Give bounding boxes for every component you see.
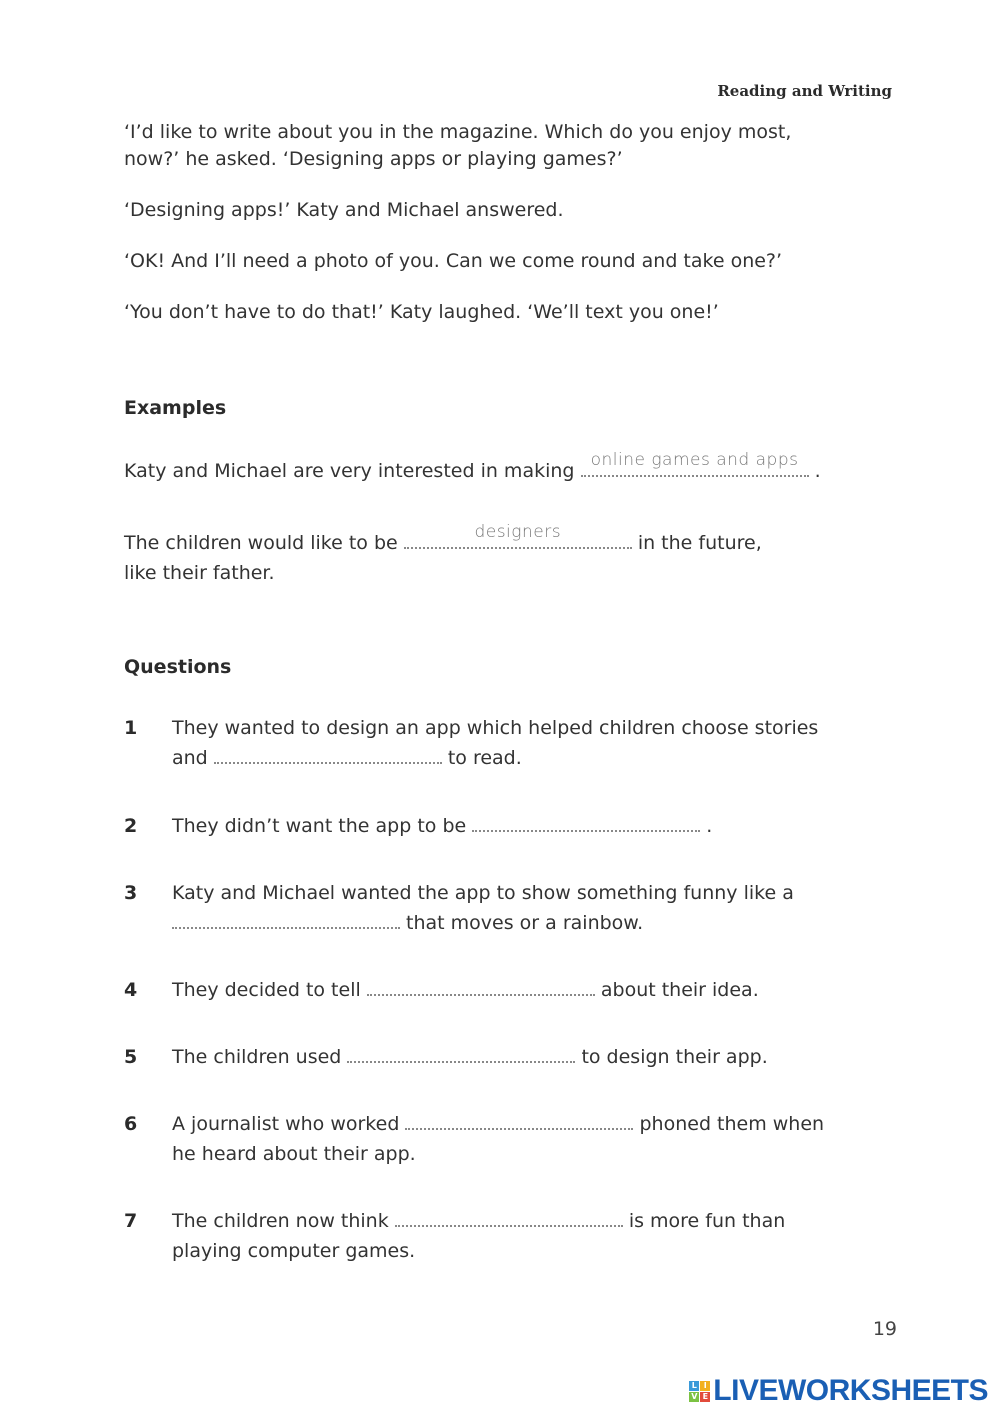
question-3 [124, 878, 844, 938]
question-6-end: phoned them when [639, 1113, 825, 1135]
answer-input-5[interactable] [347, 1043, 575, 1063]
answer-input-4[interactable] [367, 976, 595, 996]
logo-icon [689, 1381, 710, 1402]
question-number: 2 [124, 815, 138, 837]
question-7-line2: playing computer games. [172, 1240, 416, 1262]
logo-mark-letter: E [700, 1392, 710, 1402]
answer-input-1[interactable] [214, 744, 442, 764]
example-1-answer: online games and apps [590, 450, 799, 470]
answer-input-3[interactable] [172, 909, 400, 929]
question-4-end: about their idea. [600, 979, 759, 1001]
example-2-end: in the future, [637, 532, 762, 554]
question-6-line2: he heard about their app. [172, 1143, 416, 1165]
question-5-end: to design their app. [581, 1046, 768, 1068]
question-5 [124, 1042, 844, 1072]
question-number: 5 [124, 1046, 138, 1068]
story-paragraph: ‘I’d like to write about you in the magazine. Which do you enjoy most, now?’ he asked. ‘Designing apps or playing games?’ [124, 121, 792, 170]
logo-text: LIVEWORKSHEETS [713, 1374, 988, 1407]
story-paragraph: ‘You don’t have to do that!’ Katy laughed. ‘We’ll text you one!’ [124, 301, 719, 323]
examples-heading: Examples [124, 397, 227, 419]
answer-input-2[interactable] [472, 812, 700, 832]
story-paragraph: ‘Designing apps!’ Katy and Michael answered. [124, 199, 564, 221]
question-2 [124, 811, 844, 841]
logo-mark-letter: L [689, 1381, 699, 1391]
questions-heading: Questions [124, 656, 232, 678]
example-1 [124, 450, 824, 486]
question-1-end: to read. [447, 747, 522, 769]
question-number: 6 [124, 1113, 138, 1135]
example-1-answer-blank [581, 450, 809, 477]
question-6-text: A journalist who worked [172, 1113, 400, 1135]
question-number: 1 [124, 717, 138, 739]
question-7-end: is more fun than [628, 1210, 786, 1232]
answer-input-7[interactable] [395, 1207, 623, 1227]
question-number: 3 [124, 882, 138, 904]
logo-mark-letter: I [700, 1381, 710, 1391]
example-2-answer-blank [404, 522, 632, 549]
page-number: 19 [872, 1318, 897, 1340]
example-2-text: The children would like to be [124, 532, 398, 554]
question-4 [124, 975, 844, 1005]
question-3-text: Katy and Michael wanted the app to show something funny like a [172, 882, 794, 904]
example-2-line2: like their father. [124, 562, 275, 584]
liveworksheets-logo [689, 1376, 988, 1406]
story-paragraph: ‘OK! And I’ll need a photo of you. Can we come round and take one?’ [124, 250, 783, 272]
question-3-end: that moves or a rainbow. [406, 912, 644, 934]
question-6 [124, 1109, 844, 1169]
example-2-answer: designers [474, 522, 562, 542]
question-number: 7 [124, 1210, 138, 1232]
question-1-text: They wanted to design an app which helped children choose stories [172, 717, 819, 739]
logo-mark-letter: V [691, 1391, 698, 1401]
answer-input-6[interactable] [405, 1110, 633, 1130]
section-header: Reading and Writing [717, 82, 892, 100]
question-7 [124, 1206, 844, 1266]
question-1-and: and [172, 747, 208, 769]
example-2 [124, 522, 824, 588]
question-number: 4 [124, 979, 138, 1001]
question-7-text: The children now think [172, 1210, 389, 1232]
question-5-text: The children used [172, 1046, 342, 1068]
example-1-end: . [814, 460, 821, 482]
question-2-text: They didn’t want the app to be [172, 815, 467, 837]
question-4-text: They decided to tell [172, 979, 361, 1001]
example-1-text: Katy and Michael are very interested in making [124, 460, 575, 482]
question-1 [124, 713, 844, 773]
question-2-end: . [706, 815, 713, 837]
